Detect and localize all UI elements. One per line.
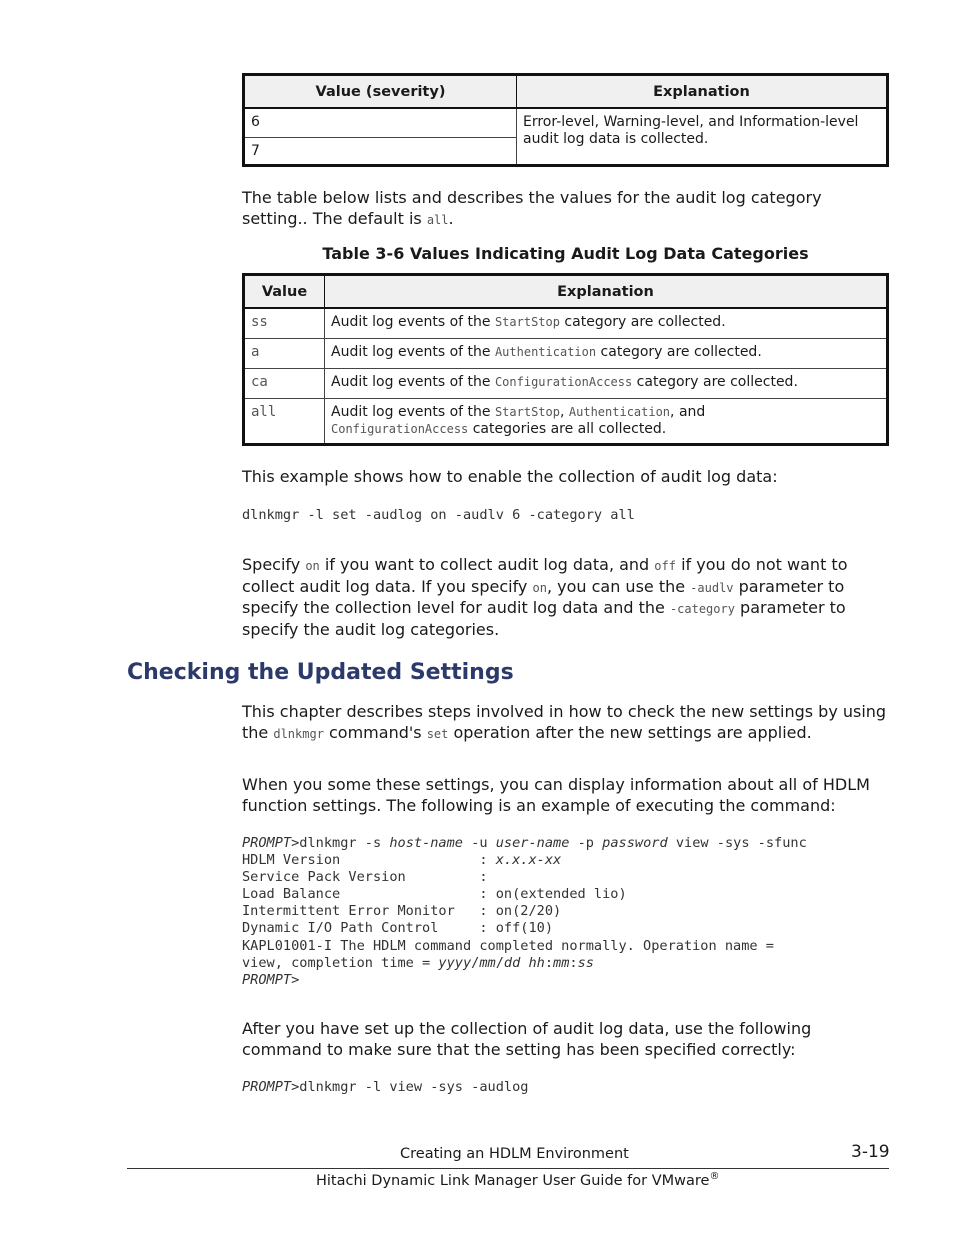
code-text: view -sys -sfunc: [667, 835, 807, 851]
text-span: if you do not want to collect audit log data. If you specify: [242, 555, 848, 596]
code-text: Intermittent Error Monitor : on(2/20): [242, 903, 562, 920]
text-span: category are collected.: [559, 314, 726, 330]
text-span: Audit log events of the: [331, 403, 495, 420]
prompt-text: PROMPT: [242, 1079, 292, 1095]
inline-code: off: [654, 559, 676, 573]
inline-code: -audlv: [690, 580, 734, 595]
inline-code: on: [305, 559, 320, 573]
after-paragraph: After you have set up the collection of audit log data, use the following command to make sure that the setting has been specified correctly:: [242, 1019, 812, 1059]
after-paragraph-block: [242, 1019, 889, 1060]
code-variable: dd: [503, 954, 521, 971]
text-span: .: [448, 208, 454, 228]
severity-value: 7: [244, 137, 517, 165]
example-intro-block: [242, 467, 889, 488]
category-paragraph: [242, 188, 889, 230]
category-value: a: [244, 338, 325, 368]
inline-code: StartStop: [494, 404, 560, 419]
text-span: category are collected.: [596, 343, 762, 360]
code-text: >dlnkmgr -s: [291, 835, 390, 851]
prompt-text: PROMPT: [242, 971, 292, 988]
text-span: The table below lists and describes the values for the audit log category setting.. The default is: [242, 188, 822, 228]
code-variable: yyyy: [438, 954, 472, 971]
display-paragraph-block: [242, 775, 889, 816]
inline-code: Authentication: [494, 344, 597, 359]
chapter-paragraph: [242, 702, 889, 744]
severity-value: 6: [244, 108, 517, 137]
example-intro: This example shows how to enable the collection of audit log data:: [242, 467, 778, 486]
specify-paragraph: [242, 555, 889, 640]
code-text: Dynamic I/O Path Control : off(10): [242, 920, 553, 937]
text-span: operation after the new settings are applied.: [448, 722, 812, 742]
text-span: Audit log events of the: [331, 373, 495, 390]
code-text: view, completion time =: [242, 954, 439, 971]
header-value: Value: [244, 275, 325, 309]
code-variable: hh: [528, 954, 545, 971]
prompt-text: PROMPT: [242, 835, 292, 851]
footer-title: [316, 1171, 719, 1189]
text-span: parameter to specify the audit log categories.: [242, 598, 846, 639]
text-span: , you can use the: [546, 576, 691, 596]
footer-title-text: Hitachi Dynamic Link Manager User Guide for VMware: [316, 1172, 710, 1189]
text-span: command's: [323, 722, 427, 742]
inline-code: -category: [669, 602, 735, 616]
code-text: HDLM Version :: [242, 852, 496, 869]
category-table-block: [242, 273, 889, 446]
specify-paragraph-block: [242, 555, 889, 640]
inline-code: set: [426, 726, 449, 741]
footer-page-number: 3-19: [851, 1142, 890, 1162]
code-variable: mm: [479, 954, 496, 971]
table-row: [244, 108, 888, 137]
text-span: categories are all collected.: [468, 420, 667, 437]
table-row: [244, 398, 888, 444]
severity-table-block: [242, 73, 889, 167]
table-row: [244, 308, 888, 338]
code-text: /: [495, 954, 504, 971]
code-variable: ss: [577, 954, 594, 971]
code-variable: password: [602, 835, 668, 851]
inline-code: ConfigurationAccess: [331, 421, 469, 436]
inline-code: on: [532, 580, 547, 595]
text-span: category are collected.: [632, 373, 798, 390]
header-value-severity: Value (severity): [244, 75, 517, 109]
example-command: dlnkmgr -l set -audlog on -audlv 6 -category all: [242, 507, 635, 523]
table-row: [244, 368, 888, 398]
category-value: all: [244, 398, 325, 444]
category-explanation: [325, 308, 888, 338]
code-variable: x.x.x-xx: [495, 852, 562, 869]
severity-explanation: Error-level, Warning-level, and Information-level audit log data is collected.: [517, 108, 888, 165]
chapter-paragraph-block: [242, 702, 889, 744]
table-caption: Table 3-6 Values Indicating Audit Log Data Categories: [322, 244, 809, 263]
code-text: Load Balance : on(extended lio): [242, 886, 627, 903]
section-heading: Checking the Updated Settings: [127, 660, 514, 685]
text-span: , and: [670, 403, 706, 420]
code-variable: mm: [553, 954, 570, 971]
view-example-code: [242, 835, 889, 989]
header-explanation: Explanation: [325, 275, 888, 309]
text-span: parameter to specify the collection level for audit log data and the: [242, 576, 845, 617]
code-variable: user-name: [495, 835, 570, 851]
category-paragraph-block: [242, 188, 889, 230]
footer-divider: [127, 1168, 889, 1169]
category-value: ca: [244, 368, 325, 398]
code-text: >dlnkmgr -l view -sys -audlog: [291, 1079, 529, 1095]
code-text: :: [544, 954, 554, 971]
audlog-command: [242, 1079, 889, 1096]
inline-code: ConfigurationAccess: [494, 374, 633, 389]
code-text: :: [569, 954, 578, 971]
code-text: /: [471, 954, 480, 971]
category-table: [242, 273, 889, 446]
category-explanation: [325, 338, 888, 368]
severity-table: [242, 73, 889, 167]
table-row: [244, 338, 888, 368]
code-variable: host-name: [389, 835, 463, 851]
code-text: >: [291, 971, 300, 988]
code-text: Service Pack Version :: [242, 869, 488, 886]
registered-mark: ®: [709, 1171, 720, 1182]
inline-code: dlnkmgr: [273, 726, 324, 741]
text-span: Audit log events of the: [331, 314, 495, 330]
header-explanation: Explanation: [517, 75, 888, 109]
display-paragraph: When you some these settings, you can display information about all of HDLM function settings. The following is an example of executing the command:: [242, 775, 870, 815]
inline-code: all: [426, 212, 449, 227]
footer-chapter: Creating an HDLM Environment: [400, 1146, 629, 1162]
text-span: This chapter describes steps involved in how to check the new settings by using the: [242, 702, 887, 742]
category-explanation: [325, 398, 888, 444]
category-value: ss: [244, 308, 325, 338]
text-span: ,: [559, 403, 569, 420]
category-explanation: [325, 368, 888, 398]
inline-code: Authentication: [568, 404, 671, 419]
code-text: -u: [463, 835, 496, 851]
text-span: Specify: [242, 555, 306, 574]
text-span: if you want to collect audit log data, and: [319, 555, 655, 574]
code-text: KAPL01001-I The HDLM command completed normally. Operation name =: [242, 937, 774, 954]
text-span: Audit log events of the: [331, 343, 495, 360]
inline-code: StartStop: [494, 315, 560, 329]
code-text: -p: [569, 835, 603, 851]
